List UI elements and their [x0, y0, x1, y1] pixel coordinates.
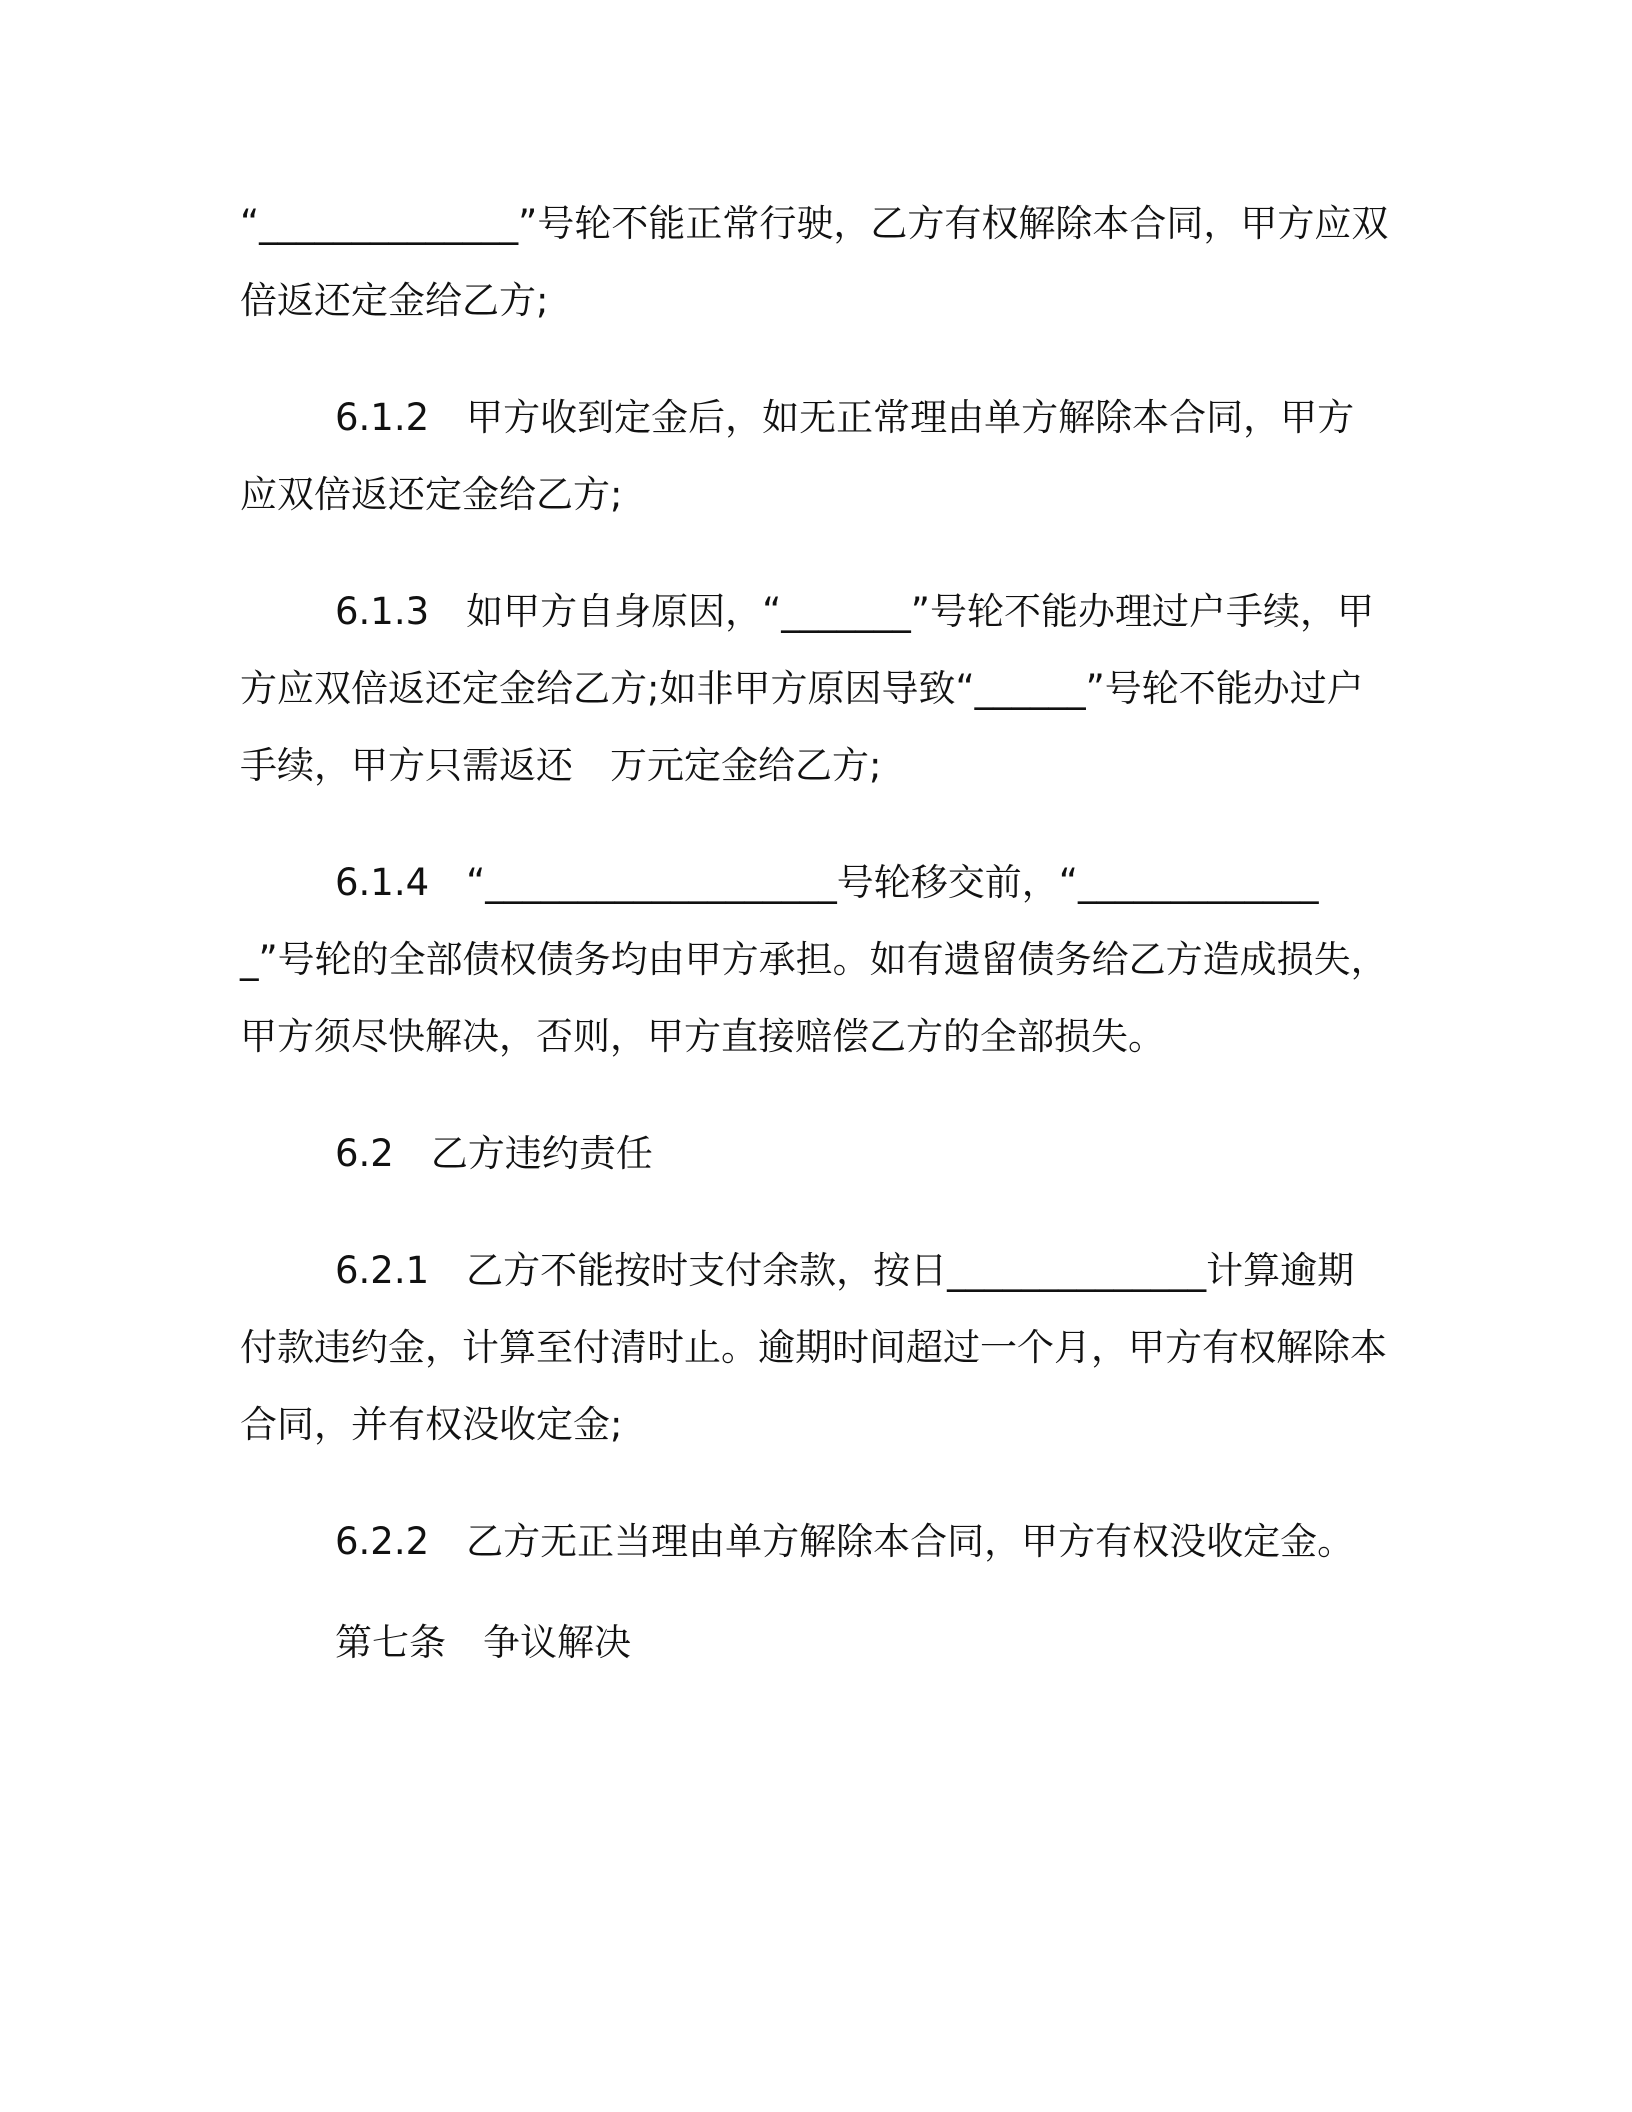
clause-6-2-1: 6.2.1 乙方不能按时支付余款，按日______________计算逾期付款违约金，计算至付清时止。逾期时间超过一个月，甲方有权解除本合同，并有权没收定金; — [240, 1249, 1387, 1446]
clause-6-1-2: 6.1.2 甲方收到定金后，如无正常理由单方解除本合同，甲方应双倍返还定金给乙方; — [240, 396, 1355, 516]
article-7-heading: 第七条 争议解决 — [335, 1621, 631, 1664]
clause-6-1-3: 6.1.3 如甲方自身原因，“_______”号轮不能办理过户手续，甲方应双倍返还定金给乙方;如非甲方原因导致“______”号轮不能办过户手续，甲方只需返还 万元定金给乙方; — [240, 590, 1374, 787]
clause-6-1-4: 6.1.4 “___________________号轮移交前，“______________”号轮的全部债权债务均由甲方承担。如有遗留债务给乙方造成损失，甲方须尽快解决，否则，甲方直接赔偿乙方的全部损失。 — [240, 861, 1388, 1058]
document-body — [240, 185, 1390, 1721]
paragraph-continuation: “______________”号轮不能正常行驶，乙方有权解除本合同，甲方应双倍返还定金给乙方; — [240, 202, 1389, 322]
clause-6-2-2: 6.2.2 乙方无正当理由单方解除本合同，甲方有权没收定金。 — [335, 1520, 1355, 1563]
section-6-2-heading: 6.2 乙方违约责任 — [335, 1132, 653, 1175]
